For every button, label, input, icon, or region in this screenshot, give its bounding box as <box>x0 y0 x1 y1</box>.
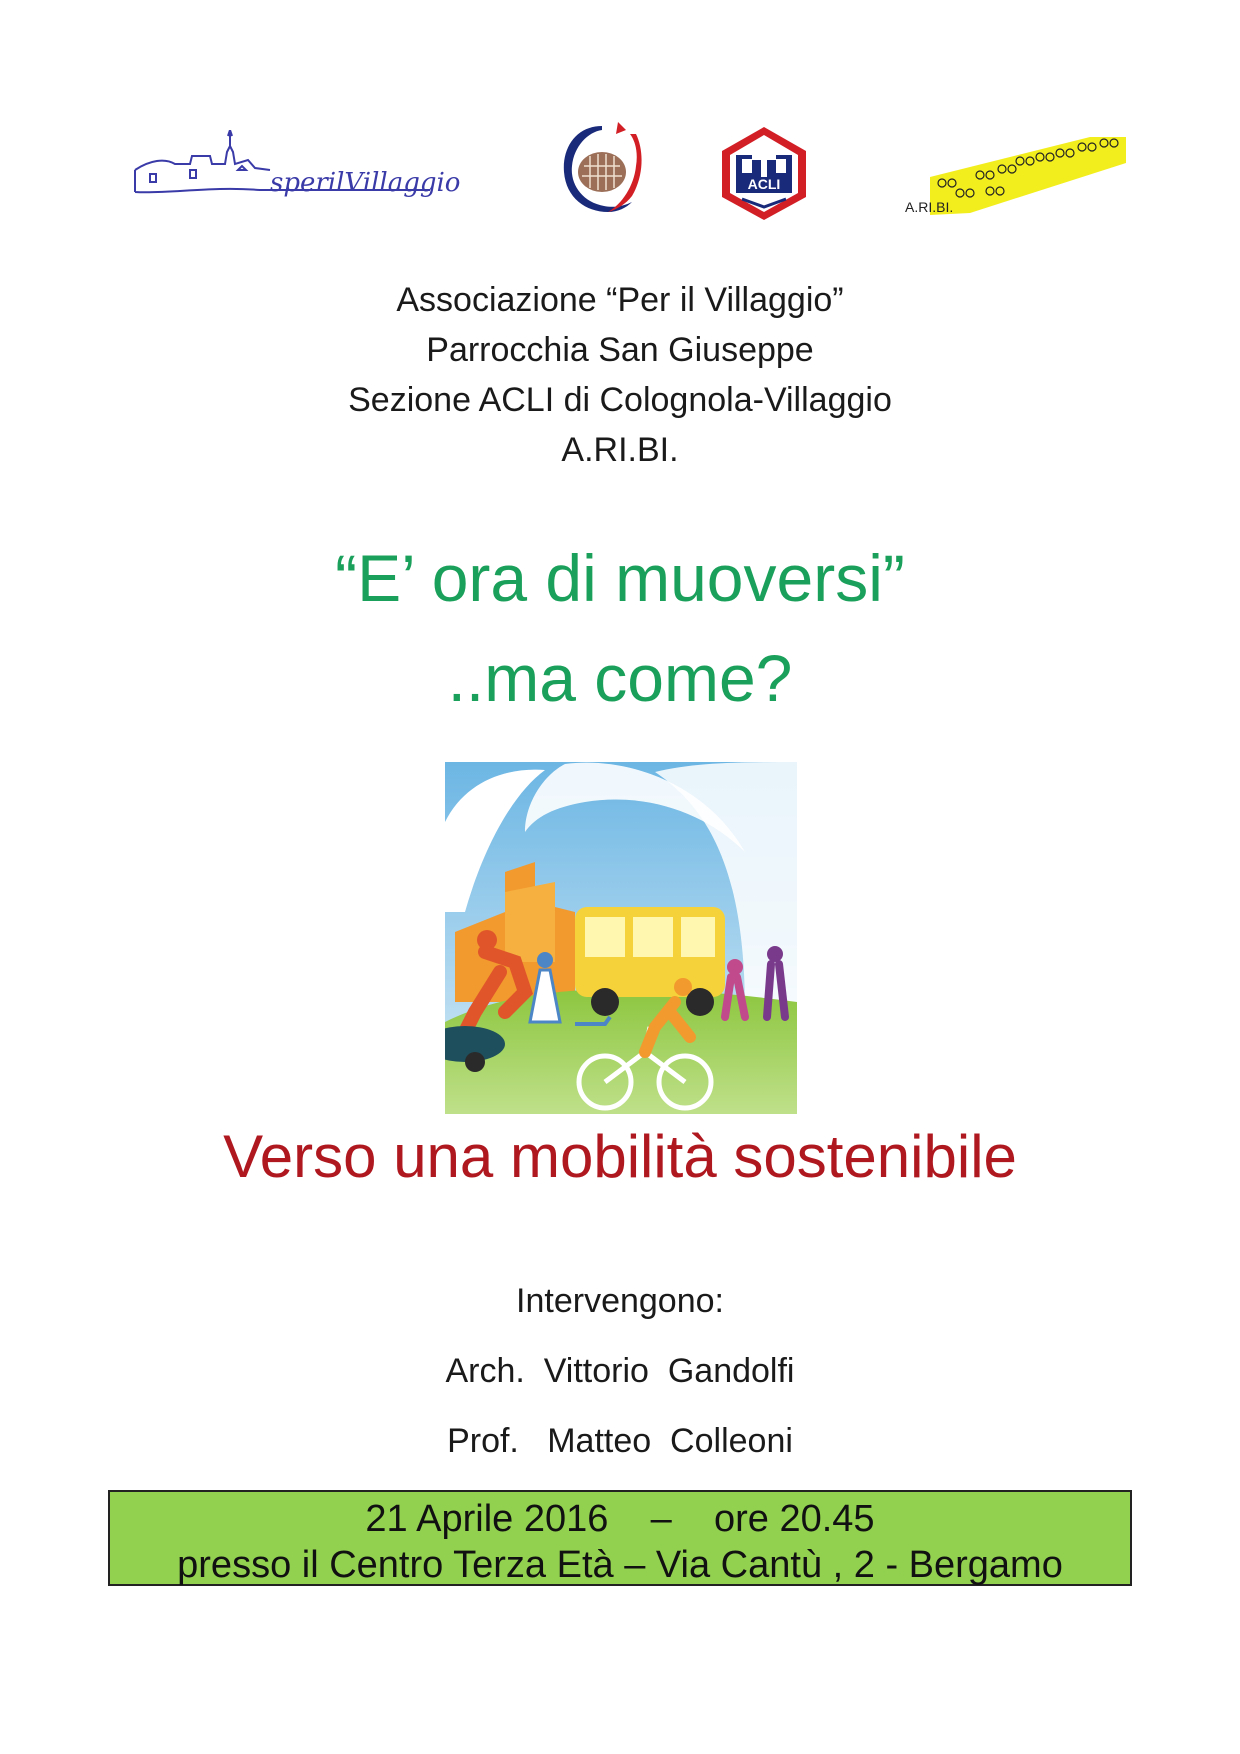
acli-logo-text: ACLI <box>747 176 781 192</box>
event-datetime: 21 Aprile 2016 – ore 20.45 <box>365 1498 875 1540</box>
sustainable-mobility-illustration <box>445 762 797 1114</box>
speaker-name: Prof. Matteo Colleoni <box>447 1422 793 1460</box>
organizers-list <box>0 275 1240 475</box>
acli-hexagon-cross-icon <box>718 125 810 222</box>
headline-title: “E’ ora di muoversi” <box>335 541 905 615</box>
acli-logo <box>718 125 810 222</box>
parish-colosseum-emblem-icon <box>556 120 648 218</box>
organizer-line: Associazione “Per il Villaggio” <box>396 281 844 319</box>
headline-subtitle: ..ma come? <box>447 641 793 715</box>
organizer-line: Sezione ACLI di Colognola-Villaggio <box>348 381 892 419</box>
event-info-box <box>108 1490 1132 1586</box>
aribi-logo <box>890 135 1130 225</box>
event-subtitle: Verso una mobilità sostenibile <box>223 1123 1017 1190</box>
per-il-villaggio-logo <box>130 130 490 220</box>
mobility-illustration <box>445 762 797 1114</box>
speaker-name: Arch. Vittorio Gandolfi <box>445 1352 795 1390</box>
villaggio-logo-text: sperilVillaggio <box>270 168 461 198</box>
event-location: presso il Centro Terza Età – Via Cantù , 2 - Bergamo <box>177 1544 1063 1586</box>
speakers-label: Intervengono: <box>516 1282 724 1320</box>
organizer-line: A.RI.BI. <box>561 431 679 469</box>
parrocchia-logo <box>556 120 648 218</box>
aribi-logo-text: A.RI.BI. <box>905 199 954 215</box>
organizer-line: Parrocchia San Giuseppe <box>426 331 814 369</box>
